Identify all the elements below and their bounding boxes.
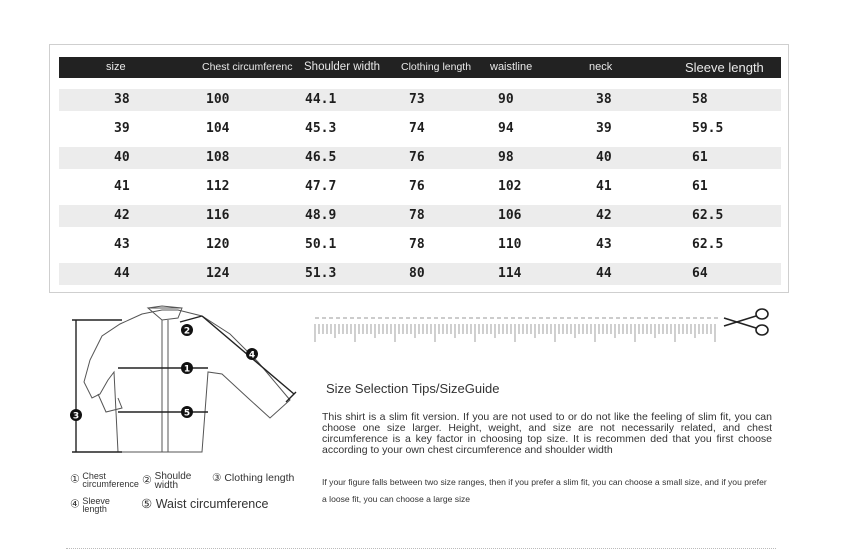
cell-sleeve: 64 [692, 266, 708, 281]
shirt-diagram [62, 302, 312, 464]
cell-size: 40 [114, 150, 130, 165]
cell-size: 44 [114, 266, 130, 281]
table-row [59, 89, 781, 111]
marker-4 [246, 348, 258, 361]
header-clothing-length: Clothing length [401, 61, 472, 73]
cell-chest: 124 [206, 266, 230, 281]
svg-text:1: 1 [183, 364, 191, 375]
cell-sleeve: 62.5 [692, 237, 724, 252]
cell-shoulder: 46.5 [305, 150, 337, 165]
cell-clothing-length: 76 [409, 179, 425, 194]
tips-title: Size Selection Tips/SizeGuide [326, 381, 500, 396]
cell-clothing-length: 78 [409, 237, 425, 252]
legend-sleeve: ④ Sleeve length [70, 496, 110, 514]
cell-size: 41 [114, 179, 130, 194]
ruler-icon [313, 306, 773, 346]
legend-chest: ① Chest circumference [70, 471, 139, 489]
cell-clothing-length: 73 [409, 92, 425, 107]
svg-text:3: 3 [72, 411, 80, 422]
header-shoulder: Shoulder width [304, 61, 381, 73]
cell-size: 42 [114, 208, 130, 223]
tips-extra: If your figure falls between two size ranges, then if you prefer a slim fit, you can choose a small size, and if you prefer a loose fit, you can choose a large size [322, 477, 767, 504]
cell-waistline: 94 [498, 121, 514, 136]
cell-neck: 39 [596, 121, 612, 136]
cell-shoulder: 51.3 [305, 266, 337, 281]
table-row [59, 234, 781, 256]
cell-neck: 42 [596, 208, 612, 223]
cell-shoulder: 48.9 [305, 208, 337, 223]
tips-body: This shirt is a slim fit version. If you are not used to or do not like the feeling of slim fit, you can choose one size larger. Height, weight, and size are not necessarily related, and chest circumference is a key factor in choosing top size. It is recommen ded that you first choose according to your own chest circumference and shoulder width [322, 411, 772, 456]
cell-chest: 108 [206, 150, 230, 165]
header-waistline: waistline [490, 61, 533, 73]
table-row [59, 147, 781, 169]
cell-waistline: 98 [498, 150, 514, 165]
cell-chest: 100 [206, 92, 230, 107]
cell-sleeve: 59.5 [692, 121, 724, 136]
header-sleeve: Sleeve length [685, 60, 764, 75]
cell-clothing-length: 80 [409, 266, 425, 281]
cell-shoulder: 47.7 [305, 179, 337, 194]
cell-chest: 120 [206, 237, 230, 252]
table-header [59, 57, 781, 78]
marker-3 [70, 409, 82, 422]
cell-neck: 43 [596, 237, 612, 252]
cell-size: 38 [114, 92, 130, 107]
cell-size: 43 [114, 237, 130, 252]
table-row [59, 118, 781, 140]
scissors-icon [722, 306, 772, 338]
cell-sleeve: 58 [692, 92, 708, 107]
header-size: size [106, 61, 126, 73]
cell-shoulder: 50.1 [305, 237, 337, 252]
legend-waist: ⑤ Waist circumference [141, 497, 269, 511]
cell-chest: 116 [206, 208, 230, 223]
svg-text:2: 2 [183, 326, 191, 337]
cell-neck: 40 [596, 150, 612, 165]
legend-clothing: ③ Clothing length [212, 472, 295, 484]
cell-chest: 112 [206, 179, 230, 194]
cell-clothing-length: 78 [409, 208, 425, 223]
cell-neck: 38 [596, 92, 612, 107]
header-chest: Chest circumferenc [202, 61, 293, 73]
cell-size: 39 [114, 121, 130, 136]
legend-shoulder: ② Shoulde width [142, 471, 192, 491]
cell-waistline: 110 [498, 237, 522, 252]
table-row [59, 176, 781, 198]
cell-sleeve: 62.5 [692, 208, 724, 223]
size-table [49, 44, 789, 293]
cell-clothing-length: 74 [409, 121, 425, 136]
header-neck: neck [589, 61, 613, 73]
table-row [59, 205, 781, 227]
svg-text:5: 5 [183, 408, 191, 419]
marker-5 [181, 406, 193, 419]
table-row [59, 263, 781, 285]
marker-1 [181, 362, 193, 375]
cell-sleeve: 61 [692, 179, 708, 194]
cell-chest: 104 [206, 121, 230, 136]
cell-neck: 41 [596, 179, 612, 194]
bottom-divider [66, 548, 776, 549]
cell-waistline: 90 [498, 92, 514, 107]
cell-sleeve: 61 [692, 150, 708, 165]
marker-2 [181, 324, 193, 337]
cell-waistline: 114 [498, 266, 522, 281]
cell-neck: 44 [596, 266, 612, 281]
cell-shoulder: 45.3 [305, 121, 337, 136]
cell-waistline: 102 [498, 179, 522, 194]
cell-waistline: 106 [498, 208, 522, 223]
cell-shoulder: 44.1 [305, 92, 337, 107]
svg-text:4: 4 [248, 350, 256, 361]
cell-clothing-length: 76 [409, 150, 425, 165]
